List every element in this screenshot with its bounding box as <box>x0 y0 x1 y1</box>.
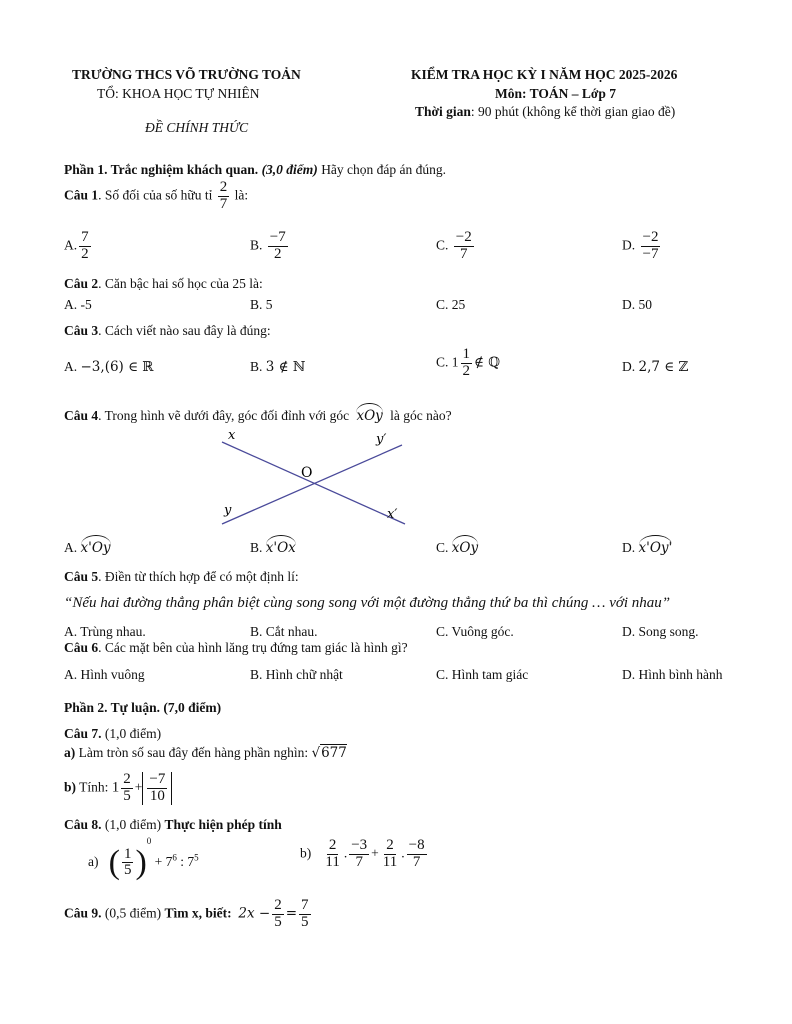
part1-title: Phần 1. Trắc nghiệm khách quan. <box>64 162 259 177</box>
time-value: : 90 phút (không kể thời gian giao đề) <box>470 104 676 119</box>
department: TỔ: KHOA HỌC TỰ NHIÊN <box>97 86 260 101</box>
label-x-prime: x′ <box>387 507 398 522</box>
q2-option-b[interactable]: B. 5 <box>250 297 273 312</box>
q3-option-b[interactable]: B. 3 ∉ ℕ <box>250 359 306 375</box>
q6-option-c[interactable]: C. Hình tam giác <box>436 667 529 682</box>
part1-points: (3,0 điểm) <box>261 162 318 177</box>
subject-line: Môn: TOÁN – Lớp 7 <box>495 86 616 101</box>
q9-points: (0,5 điểm) <box>104 905 162 921</box>
question-3 <box>64 323 271 339</box>
q5-option-c[interactable]: C. Vuông góc. <box>436 624 514 639</box>
q4-tail: là góc nào? <box>390 408 452 423</box>
exam-title: KIỂM TRA HỌC KỲ I NĂM HỌC 2025-2026 <box>411 67 678 82</box>
q1-option-a[interactable]: A. $\frac{7}{2}$ <box>64 229 89 262</box>
q4-option-a[interactable]: A. x'Oy <box>64 535 111 556</box>
q5-option-b[interactable]: B. Cắt nhau. <box>250 624 318 639</box>
line-yy-prime <box>222 445 402 524</box>
q3-option-a[interactable]: A. −3,(6) ∈ ℝ <box>64 359 154 375</box>
q6-text: . Các mặt bên của hình lăng trụ đứng tam giác là hình gì? <box>98 640 408 655</box>
part2-title: Phần 2. Tự luận. (7,0 điểm) <box>64 700 222 715</box>
q5-quote: “Nếu hai đường thẳng phân biệt cùng song song với một đường thẳng thứ ba thì chúng … với nhau” <box>64 595 671 611</box>
q3-option-d[interactable]: D. 2,7 ∈ ℤ <box>622 359 689 375</box>
q1-option-b[interactable]: B. $\frac{-7}{2}$ <box>250 229 286 262</box>
q5-text: . Điền từ thích hợp để có một định lí: <box>98 569 299 584</box>
q2-text: . Căn bậc hai số học của 25 là: <box>98 276 263 291</box>
label-y: y <box>224 503 232 518</box>
q4-text: . Trong hình vẽ dưới đây, góc đối đỉnh với góc <box>98 408 350 423</box>
question-8 <box>64 817 282 833</box>
time-label: Thời gian <box>415 104 471 119</box>
q1-label: Câu 1 <box>64 187 99 203</box>
q6-label: Câu 6 <box>64 640 99 655</box>
q4-option-b[interactable]: B. x'Ox <box>250 535 296 556</box>
q8-part-b: b) $\frac{2}{11}$ . $\frac{-3}{7}$ + $\frac{2}{11}$ . $\frac{-8}{7}$ <box>300 837 425 870</box>
part1-instruction: Hãy chọn đáp án đúng. <box>321 162 447 177</box>
q3-option-c[interactable]: C. 1 $\frac{1}{2}$ ∉ ℚ <box>436 346 501 379</box>
q7-part-b: b) Tính: 1 $\frac{2}{5}$ + $\frac{-7}{10}$ <box>64 772 172 805</box>
label-x: x <box>228 428 236 443</box>
intersecting-lines-figure <box>210 425 410 525</box>
q1-text: . Số đối của số hữu tỉ <box>98 187 213 203</box>
q9-label: Câu 9. <box>64 905 102 921</box>
q1-option-d[interactable]: D. $\frac{-2}{-7}$ <box>622 229 659 262</box>
q5-label: Câu 5 <box>64 569 99 584</box>
q7-part-a: a) Làm tròn số sau đây đến hàng phần nghìn: √677 <box>64 745 347 761</box>
q5-option-d[interactable]: D. Song song. <box>622 624 699 639</box>
q2-option-a[interactable]: A. -5 <box>64 297 92 312</box>
q8-label: Câu 8. <box>64 817 102 832</box>
time-line <box>415 104 675 120</box>
label-o: O <box>301 465 313 481</box>
q2-label: Câu 2 <box>64 276 99 291</box>
school-name: TRƯỜNG THCS VÕ TRƯỜNG TOẢN <box>72 67 301 82</box>
official-label: ĐỀ CHÍNH THỨC <box>145 120 249 135</box>
q1-tail: là: <box>234 187 249 203</box>
question-1 <box>64 180 248 213</box>
q2-option-d[interactable]: D. 50 <box>622 297 652 312</box>
question-2 <box>64 276 263 292</box>
q4-label: Câu 4 <box>64 408 99 423</box>
q7-points: (1,0 điểm) <box>104 726 162 741</box>
q3-text: . Cách viết nào sau đây là đúng: <box>98 323 271 338</box>
q6-option-d[interactable]: D. Hình bình hành <box>622 667 723 682</box>
q7-label: Câu 7. <box>64 726 102 741</box>
q9-title: Tìm x, biết: <box>164 905 232 921</box>
q5-option-a[interactable]: A. Trùng nhau. <box>64 624 146 639</box>
q6-option-a[interactable]: A. Hình vuông <box>64 667 145 682</box>
question-9: Câu 9. (0,5 điểm) Tìm x, biết: 2x − $\frac{2}{5}$ = $\frac{7}{5}$ <box>64 897 309 930</box>
q1-option-c[interactable]: C. $\frac{-2}{7}$ <box>436 229 472 262</box>
q8-part-a: a) ( $\frac{1}{5}$ )$^0 + 7^6$ : $7^5$ <box>88 836 199 881</box>
question-4 <box>64 403 452 424</box>
question-6 <box>64 640 408 656</box>
label-y-prime: y′ <box>376 432 387 447</box>
question-7 <box>64 726 161 742</box>
q4-option-d[interactable]: D. x'Oy' <box>622 535 672 556</box>
q1-fraction: $\frac{2}{7}$ <box>219 179 228 212</box>
q7-radicand: 677 <box>321 745 347 761</box>
q3-label: Câu 3 <box>64 323 99 338</box>
part1-heading <box>64 162 446 178</box>
q8-title: Thực hiện phép tính <box>164 817 282 832</box>
q2-option-c[interactable]: C. 25 <box>436 297 466 312</box>
q4-option-c[interactable]: C. xOy <box>436 535 478 556</box>
q6-option-b[interactable]: B. Hình chữ nhật <box>250 667 343 682</box>
q8-points: (1,0 điểm) <box>104 817 162 832</box>
q4-angle: xOy <box>356 403 382 424</box>
question-5 <box>64 569 299 585</box>
